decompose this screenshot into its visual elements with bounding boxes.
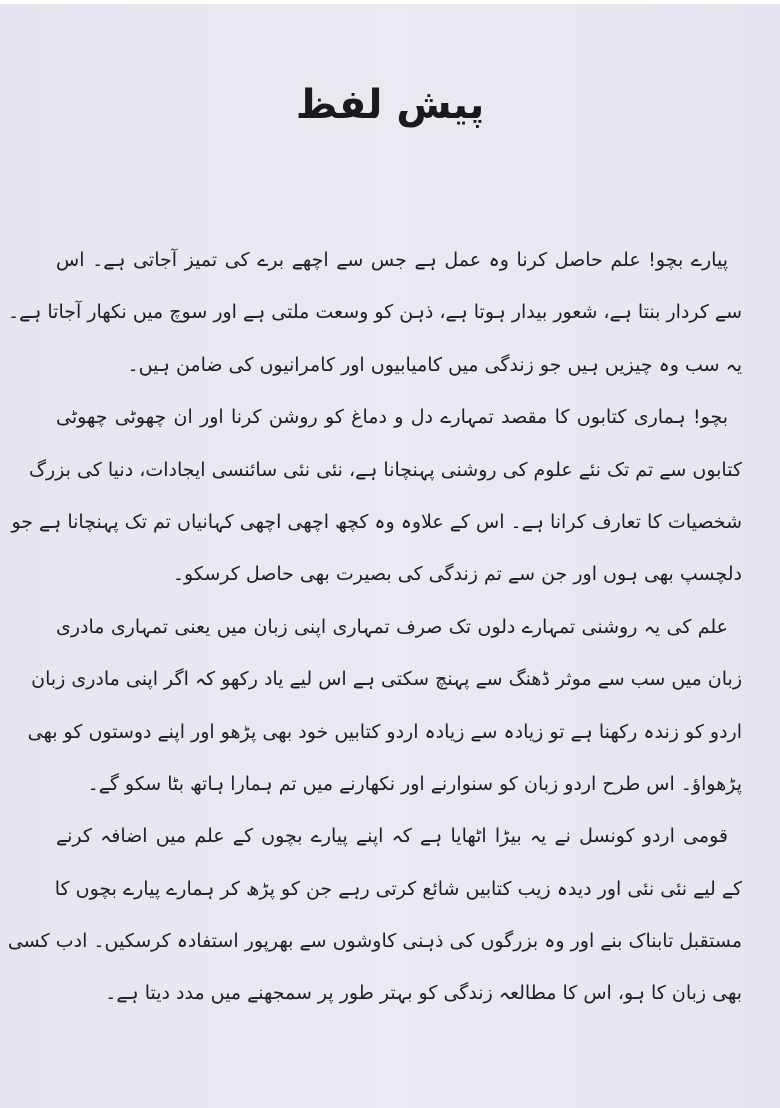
text-line: سے کردار بنتا ہے، شعور بیدار ہوتا ہے، ذہن کو وسعت ملتی ہے اور سوچ میں نکھار آجاتا ہے۔ <box>7 301 742 324</box>
text-line: بھی زبان کا ہو، اس کا مطالعہ زندگی کو بہتر طور پر سمجھنے میں مدد دیتا ہے۔ <box>105 982 742 1005</box>
text-line: بچو! ہماری کتابوں کا مقصد تمہارے دل و دماغ کو روشن کرنا اور ان چھوٹی چھوٹی <box>56 406 728 429</box>
text-line: شخصیات کا تعارف کرانا ہے۔ اس کے علاوہ وہ کچھ اچھی اچھی کہانیاں تم تک پہنچانا ہے جو <box>11 510 742 533</box>
page-title: پیش لفظ <box>295 82 485 128</box>
text-line: علم کی یہ روشنی تمہارے دلوں تک صرف تمہاری اپنی زبان میں یعنی تمہاری مادری <box>56 615 728 638</box>
text-line: یہ سب وہ چیزیں ہیں جو زندگی میں کامیابیوں اور کامرانیوں کی ضامن ہیں۔ <box>127 353 742 376</box>
book-page <box>0 4 780 1108</box>
text-line: پڑھواؤ۔ اس طرح اردو زبان کو سنوارنے اور نکھارنے میں تم ہمارا ہاتھ بٹا سکو گے۔ <box>87 772 742 795</box>
text-line: کتابوں سے تم تک نئے علوم کی روشنی پہنچانا ہے، نئی نئی سائنسی ایجادات، دنیا کی بزرگ <box>28 458 742 481</box>
text-line: قومی اردو کونسل نے یہ بیڑا اٹھایا ہے کہ اپنے پیارے بچوں کے علم میں اضافہ کرنے <box>56 825 728 848</box>
text-line: دلچسپ بھی ہوں اور جن سے تم زندگی کی بصیرت بھی حاصل کرسکو۔ <box>172 563 742 586</box>
text-line: زبان میں سب سے موثر ڈھنگ سے پہنچ سکتی ہے اس لیے یاد رکھو کہ اگر اپنی مادری زبان <box>31 668 742 691</box>
text-line: اردو کو زندہ رکھنا ہے تو زیادہ سے زیادہ اردو کتابیں خود بھی پڑھو اور اپنے دوستوں کو بھی <box>27 720 742 743</box>
text-line: مستقبل تابناک بنے اور وہ بزرگوں کی ذہنی کاوشوں سے بھرپور استفادہ کرسکیں۔ ادب کسی <box>7 930 742 953</box>
text-line: کے لیے نئی نئی اور دیدہ زیب کتابیں شائع کرتی رہے جن کو پڑھ کر ہمارے پیارے بچوں کا <box>54 877 742 900</box>
text-line: پیارے بچو! علم حاصل کرنا وہ عمل ہے جس سے اچھے برے کی تمیز آجاتی ہے۔ اس <box>56 249 728 271</box>
body-text <box>7 234 742 1020</box>
